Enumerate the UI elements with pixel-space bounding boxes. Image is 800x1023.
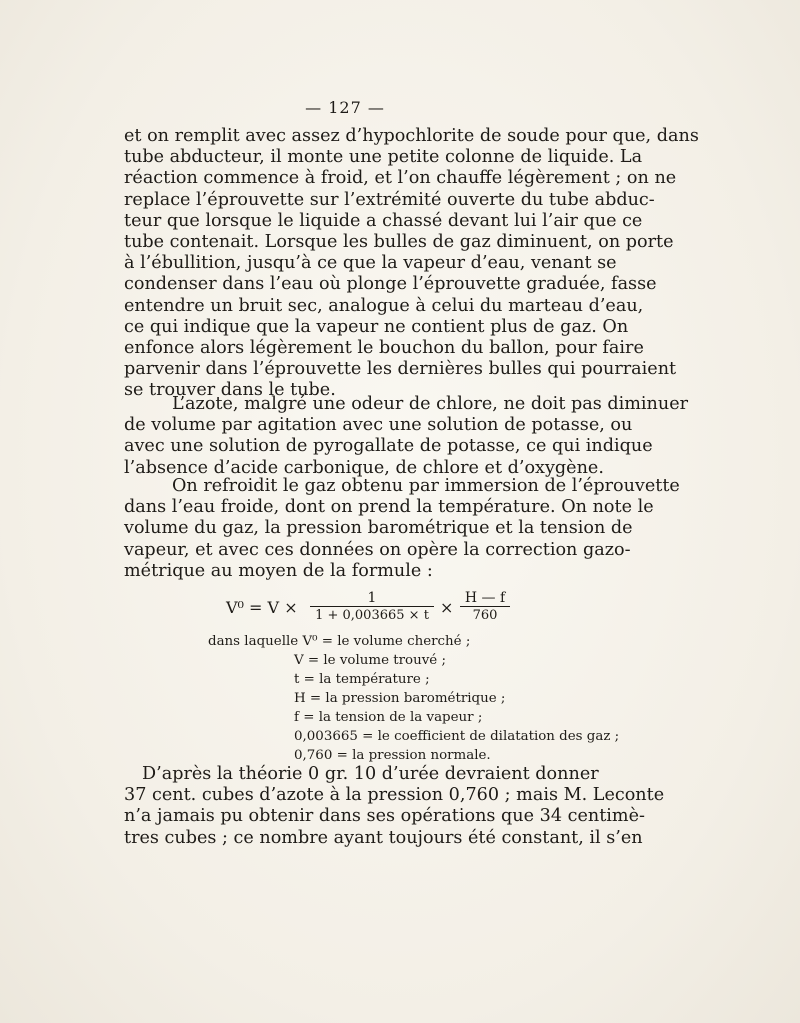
text-line: à l’ébullition, jusqu’à ce que la vapeur d’eau, venant se: [124, 253, 617, 274]
text-line: D’après la théorie 0 gr. 10 d’urée devraient donner: [142, 764, 599, 784]
text-line: avec une solution de pyrogallate de potasse, ce qui indique: [124, 436, 653, 457]
text-line: enfonce alors légèrement le bouchon du ballon, pour faire: [124, 338, 644, 359]
paragraph-refroidit: [124, 476, 680, 582]
fraction-denominator: 1 + 0,003665 × t: [310, 606, 434, 625]
text-line: vapeur, et avec ces données on opère la correction gazo-: [124, 539, 631, 560]
text-line: parvenir dans l’éprouvette les dernières bulles qui pourraient: [124, 359, 677, 380]
formula-lhs: V⁰ = V ×: [226, 598, 298, 617]
text-line: ce qui indique que la vapeur ne contient plus de gaz. On: [124, 316, 629, 337]
legend-definition: V = le volume trouvé ;: [294, 653, 447, 668]
legend-definition: 0,760 = la pression normale.: [294, 748, 491, 763]
text-line: condenser dans l’eau où plonge l’éprouvette graduée, fasse: [124, 274, 657, 295]
formula-fraction-dilatation: [310, 590, 434, 625]
text-line: replace l’éprouvette sur l’extrémité ouverte du tube abduc-: [124, 189, 655, 210]
paragraph-theorie: [124, 764, 665, 849]
paragraph-reaction: [124, 126, 699, 402]
formula-fraction-pressure: [460, 590, 510, 625]
fraction-numerator: 1: [367, 590, 377, 606]
legend-definition: f = la tension de la vapeur ;: [294, 710, 483, 725]
text-line: 37 cent. cubes d’azote à la pression 0,760 ; mais M. Leconte: [124, 785, 665, 806]
text-line: n’a jamais pu obtenir dans ses opérations que 34 centimè-: [124, 806, 645, 827]
text-line: L’azote, malgré une odeur de chlore, ne doit pas diminuer: [172, 394, 689, 414]
text-line: et on remplit avec assez d’hypochlorite de soude pour que, dans: [124, 126, 699, 146]
text-line: tres cubes ; ce nombre ayant toujours été constant, il s’en: [124, 827, 643, 848]
text-line: réaction commence à froid, et l’on chauffe légèrement ; on ne: [124, 168, 677, 189]
text-line: teur que lorsque le liquide a chassé devant lui l’air que ce: [124, 210, 643, 231]
text-line: dans l’eau froide, dont on prend la température. On note le: [124, 497, 654, 518]
text-line: On refroidit le gaz obtenu par immersion de l’éprouvette: [172, 476, 680, 496]
legend-definition: t = la température ;: [294, 672, 430, 687]
text-line: métrique au moyen de la formule :: [124, 560, 433, 581]
gas-correction-formula: [226, 590, 566, 628]
text-line: tube contenait. Lorsque les bulles de gaz diminuent, on porte: [124, 232, 674, 253]
text-line: entendre un bruit sec, analogue à celui du marteau d’eau,: [124, 295, 644, 316]
text-line: volume du gaz, la pression barométrique et la tension de: [124, 518, 633, 539]
legend-definition: H = la pression barométrique ;: [294, 691, 506, 706]
text-line: se trouver dans le tube.: [124, 380, 336, 401]
formula-legend: [208, 632, 619, 765]
fraction-numerator: H — f: [464, 590, 506, 606]
text-line: l’absence d’acide carbonique, de chlore et d’oxygène.: [124, 457, 604, 478]
legend-definition: 0,003665 = le coefficient de dilatation des gaz ;: [294, 729, 620, 744]
legend-intro: dans laquelle V⁰ = le volume cherché ;: [208, 634, 471, 649]
fraction-denominator: 760: [460, 606, 510, 625]
text-line: tube abducteur, il monte une petite colonne de liquide. La: [124, 147, 643, 168]
formula-times: ×: [440, 598, 454, 617]
page-number: — 127 —: [305, 98, 385, 117]
text-line: de volume par agitation avec une solution de potasse, ou: [124, 415, 633, 436]
paragraph-azote: [124, 394, 689, 479]
